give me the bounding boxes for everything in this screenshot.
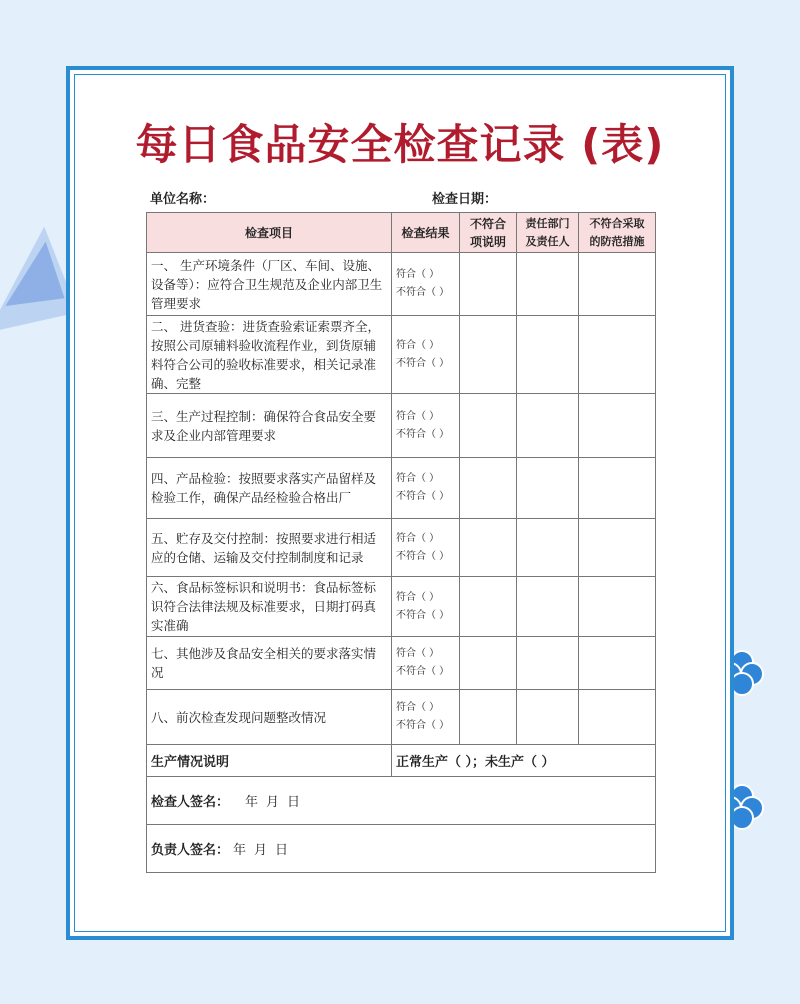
result-pass[interactable]: 符合（ ） [396,473,440,484]
item-text: 二、 进货查验：进货查验索证索票齐全，按照公司原辅料验收流程作业，到货原辅料符合公司的验收标准要求，相关记录准确、完整 [147,316,392,394]
manager-signature-date: 年月日 [233,843,297,858]
unit-name-label: 单位名称： [150,192,216,207]
header-measures-line2: 的防范措施 [589,234,645,248]
result-cell[interactable] [392,577,460,637]
result-cell[interactable] [392,637,460,690]
result-fail[interactable]: 不符合（ ） [396,287,450,298]
result-fail[interactable]: 不符合（ ） [396,550,450,562]
responsible-cell[interactable] [517,253,579,316]
result-cell[interactable] [392,458,460,519]
header-responsible-line2: 及责任人 [525,234,570,248]
measures-cell[interactable] [579,519,656,577]
manager-signature-cell[interactable] [147,825,656,873]
table-row [147,394,656,458]
item-text: 三、生产过程控制：确保符合食品安全要求及企业内部管理要求 [147,394,392,458]
table-row [147,577,656,637]
responsible-cell[interactable] [517,690,579,745]
measures-cell[interactable] [579,637,656,690]
result-fail[interactable]: 不符合（ ） [396,357,450,369]
production-status[interactable]: 正常生产（ ）；未生产（ ） [392,745,656,777]
document-title: 每日食品安全检查记录 (表) [135,120,665,169]
item-text: 六、食品标签标识和说明书：食品标签标识符合法律法规及标准要求，日期打码真实准确 [147,577,392,637]
inspection-record-table [146,212,656,873]
header-noncompliance [460,213,517,253]
responsible-cell[interactable] [517,519,579,577]
noncompliance-cell[interactable] [460,690,517,745]
header-measures [579,213,656,253]
noncompliance-cell[interactable] [460,316,517,394]
item-text: 四、产品检验：按照要求落实产品留样及检验工作，确保产品经检验合格出厂 [147,458,392,519]
responsible-cell[interactable] [517,316,579,394]
item-text: 五、贮存及交付控制：按照要求进行相适应的仓储、运输及交付控制制度和记录 [147,519,392,577]
manager-signature-row [147,825,656,873]
result-cell[interactable] [392,519,460,577]
table-row [147,316,656,394]
result-fail[interactable]: 不符合（ ） [396,609,450,621]
table-header-row [147,213,656,253]
table-row [147,253,656,316]
noncompliance-cell[interactable] [460,519,517,577]
header-measures-line1: 不符合采取 [589,216,645,230]
result-pass[interactable]: 符合（ ） [396,339,440,351]
result-pass[interactable]: 符合（ ） [396,591,440,603]
measures-cell[interactable] [579,394,656,458]
header-result: 检查结果 [392,213,460,253]
production-label: 生产情况说明 [147,745,392,777]
item-text: 七、其他涉及食品安全相关的要求落实情况 [147,637,392,690]
result-pass[interactable]: 符合（ ） [396,410,440,422]
responsible-cell[interactable] [517,458,579,519]
inspection-date-label: 检查日期： [432,192,498,207]
result-cell[interactable] [392,690,460,745]
noncompliance-cell[interactable] [460,577,517,637]
inspector-signature-row [147,777,656,825]
table-row [147,690,656,745]
result-fail[interactable]: 不符合（ ） [396,666,450,677]
result-fail[interactable]: 不符合（ ） [396,491,450,502]
noncompliance-cell[interactable] [460,394,517,458]
measures-cell[interactable] [579,690,656,745]
responsible-cell[interactable] [517,577,579,637]
result-fail[interactable]: 不符合（ ） [396,428,450,440]
measures-cell[interactable] [579,253,656,316]
inspector-signature-label: 检查人签名： [151,795,230,810]
item-text: 一、 生产环境条件（厂区、车间、设施、设备等）：应符合卫生规范及企业内部卫生管理要求 [147,253,392,316]
noncompliance-cell[interactable] [460,458,517,519]
inspector-signature-date: 年月日 [245,795,309,810]
noncompliance-cell[interactable] [460,637,517,690]
production-row [147,745,656,777]
result-pass[interactable]: 符合（ ） [396,648,440,659]
result-fail[interactable]: 不符合（ ） [396,720,450,731]
table-row [147,519,656,577]
header-responsible [517,213,579,253]
measures-cell[interactable] [579,577,656,637]
measures-cell[interactable] [579,316,656,394]
header-noncompliance-line2: 项说明 [469,234,506,249]
responsible-cell[interactable] [517,394,579,458]
header-noncompliance-line1: 不符合 [469,216,506,231]
measures-cell[interactable] [579,458,656,519]
responsible-cell[interactable] [517,637,579,690]
noncompliance-cell[interactable] [460,253,517,316]
result-cell[interactable] [392,253,460,316]
table-row [147,458,656,519]
table-row [147,637,656,690]
manager-signature-label: 负责人签名： [151,843,230,858]
header-item: 检查项目 [147,213,392,253]
result-pass[interactable]: 符合（ ） [396,532,440,544]
result-pass[interactable]: 符合（ ） [396,269,440,280]
result-pass[interactable]: 符合（ ） [396,702,440,713]
header-responsible-line1: 责任部门 [525,216,570,230]
result-cell[interactable] [392,394,460,458]
inspector-signature-cell[interactable] [147,777,656,825]
result-cell[interactable] [392,316,460,394]
item-text: 八、前次检查发现问题整改情况 [147,690,392,745]
